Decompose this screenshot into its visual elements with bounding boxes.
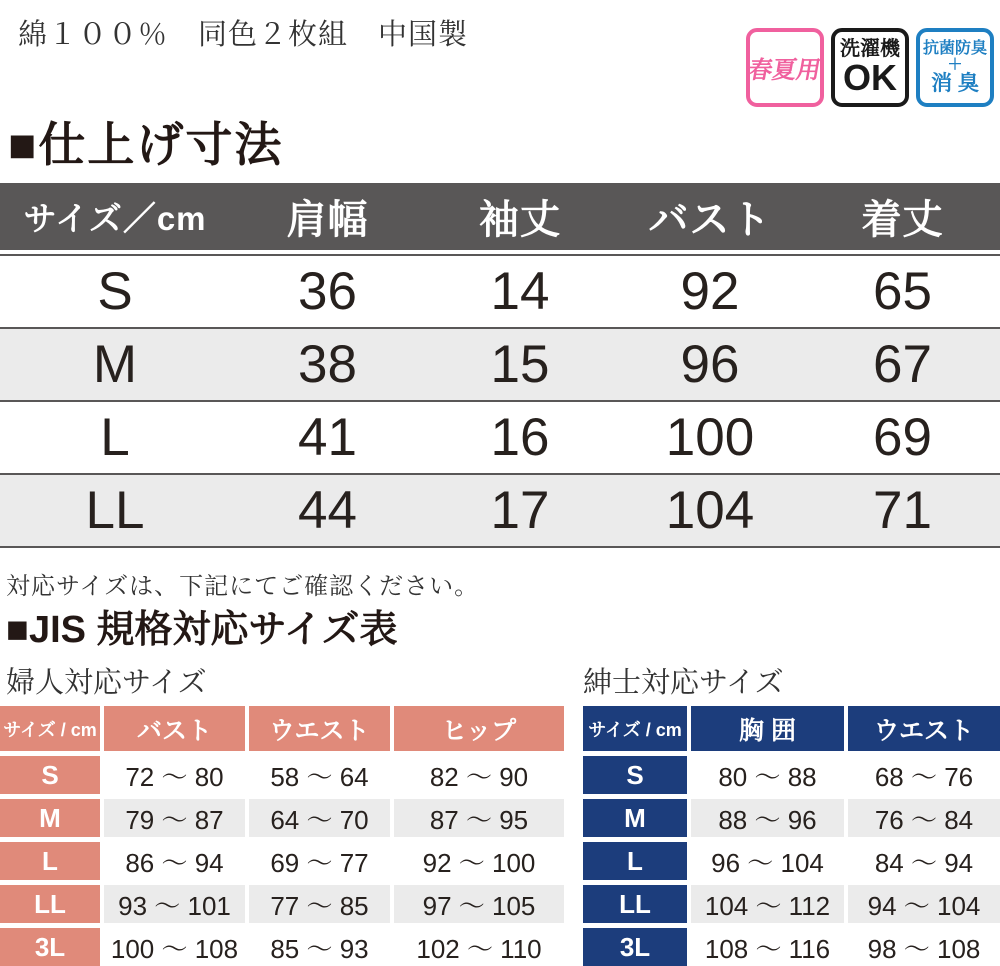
women-m-bust: 79 ～ 87 xyxy=(104,799,245,837)
sleeve-value: 17 xyxy=(490,481,550,540)
men-3l-waist: 98 ～ 108 xyxy=(848,928,1000,966)
men-size-s: S xyxy=(583,756,687,794)
length-value: 69 xyxy=(873,408,932,467)
women-3l-bust: 100 ～ 108 xyxy=(104,928,245,966)
women-3l-hip: 102 ～ 110 xyxy=(394,928,564,966)
finished-table-body xyxy=(0,254,1000,548)
men-size-title: 紳士対応サイズ xyxy=(583,667,784,699)
sleeve-value: 15 xyxy=(490,335,550,394)
men-ll-waist: 94 ～ 104 xyxy=(848,885,1000,923)
men-l-waist: 84 ～ 94 xyxy=(848,842,1000,880)
size-confirmation-note: 対応サイズは、下記にてご確認ください。 xyxy=(6,573,480,600)
women-l-hip: 92 ～ 100 xyxy=(394,842,564,880)
finished-dimensions-table xyxy=(0,183,1000,548)
men-s-waist: 68 ～ 76 xyxy=(848,756,1000,794)
men-size-3l: 3L xyxy=(583,928,687,966)
women-ll-hip: 97 ～ 105 xyxy=(394,885,564,923)
women-size-title: 婦人対応サイズ xyxy=(6,667,207,699)
antibacterial-deodorant-badge xyxy=(916,28,994,107)
length-value: 71 xyxy=(873,481,932,540)
bust-value: 104 xyxy=(665,481,755,540)
women-size-s: S xyxy=(0,756,100,794)
spring-summer-badge xyxy=(746,28,824,107)
feature-badges xyxy=(746,28,994,107)
men-s-chest: 80 ～ 88 xyxy=(691,756,844,794)
women-m-hip: 87 ～ 95 xyxy=(394,799,564,837)
men-jis-size-table xyxy=(583,706,1000,966)
men-size-l: L xyxy=(583,842,687,880)
women-3l-waist: 85 ～ 93 xyxy=(249,928,390,966)
product-info-text: 綿１００％ 同色２枚組 中国製 xyxy=(18,19,469,51)
col-header-size-cm: サイズ／cm xyxy=(23,200,207,237)
table-row-ll xyxy=(0,475,1000,548)
men-size-m: M xyxy=(583,799,687,837)
men-header-waist: ウエスト xyxy=(848,706,1000,751)
size-label: S xyxy=(97,262,133,321)
size-label: M xyxy=(92,335,138,394)
shoulder-value: 44 xyxy=(298,481,357,540)
men-m-chest: 88 ～ 96 xyxy=(691,799,844,837)
washing-machine-label: 洗濯機 xyxy=(840,38,900,60)
women-header-hip: ヒップ xyxy=(394,706,564,751)
finished-dimensions-heading: ■仕上げ寸法 xyxy=(8,118,284,171)
length-value: 67 xyxy=(873,335,932,394)
table-row-m xyxy=(0,329,1000,402)
women-jis-size-table xyxy=(0,706,564,966)
plus-sign: ＋ xyxy=(947,56,963,74)
size-label: LL xyxy=(85,481,145,540)
bust-value: 92 xyxy=(680,262,740,321)
finished-table-header-row xyxy=(0,183,1000,250)
women-header-waist: ウエスト xyxy=(249,706,390,751)
women-s-bust: 72 ～ 80 xyxy=(104,756,245,794)
women-size-3l: 3L xyxy=(0,928,100,966)
women-l-waist: 69 ～ 77 xyxy=(249,842,390,880)
women-ll-waist: 77 ～ 85 xyxy=(249,885,390,923)
shoulder-value: 36 xyxy=(298,262,357,321)
jis-standard-heading: ■JIS 規格対応サイズ表 xyxy=(6,609,398,651)
women-header-bust: バスト xyxy=(104,706,245,751)
table-row-s xyxy=(0,254,1000,329)
women-m-waist: 64 ～ 70 xyxy=(249,799,390,837)
length-value: 65 xyxy=(873,262,932,321)
men-ll-chest: 104 ～ 112 xyxy=(691,885,844,923)
men-header-chest: 胸 囲 xyxy=(691,706,844,751)
bust-value: 100 xyxy=(665,408,755,467)
women-s-waist: 58 ～ 64 xyxy=(249,756,390,794)
col-header-sleeve-length: 袖丈 xyxy=(479,198,561,242)
women-l-bust: 86 ～ 94 xyxy=(104,842,245,880)
women-size-l: L xyxy=(0,842,100,880)
women-header-size-cm: サイズ / cm xyxy=(0,706,100,751)
men-size-ll: LL xyxy=(583,885,687,923)
men-l-chest: 96 ～ 104 xyxy=(691,842,844,880)
bust-value: 96 xyxy=(680,335,740,394)
women-size-ll: LL xyxy=(0,885,100,923)
col-header-bust: バスト xyxy=(648,198,772,242)
size-label: L xyxy=(100,408,130,467)
washing-machine-ok-badge xyxy=(831,28,909,107)
sleeve-value: 16 xyxy=(490,408,550,467)
deodorant-label: 消 臭 xyxy=(931,72,979,96)
women-ll-bust: 93 ～ 101 xyxy=(104,885,245,923)
col-header-body-length: 着丈 xyxy=(861,198,944,242)
table-row-l xyxy=(0,402,1000,475)
men-m-waist: 76 ～ 84 xyxy=(848,799,1000,837)
women-size-m: M xyxy=(0,799,100,837)
washing-ok-label: OK xyxy=(843,57,897,98)
spring-summer-label: 春夏用 xyxy=(746,57,823,84)
shoulder-value: 41 xyxy=(298,408,357,467)
men-header-size-cm: サイズ / cm xyxy=(583,706,687,751)
sleeve-value: 14 xyxy=(490,262,550,321)
women-s-hip: 82 ～ 90 xyxy=(394,756,564,794)
antibacterial-label: 抗菌防臭 xyxy=(922,39,987,57)
men-3l-chest: 108 ～ 116 xyxy=(691,928,844,966)
shoulder-value: 38 xyxy=(298,335,357,394)
col-header-shoulder-width: 肩幅 xyxy=(286,198,369,242)
